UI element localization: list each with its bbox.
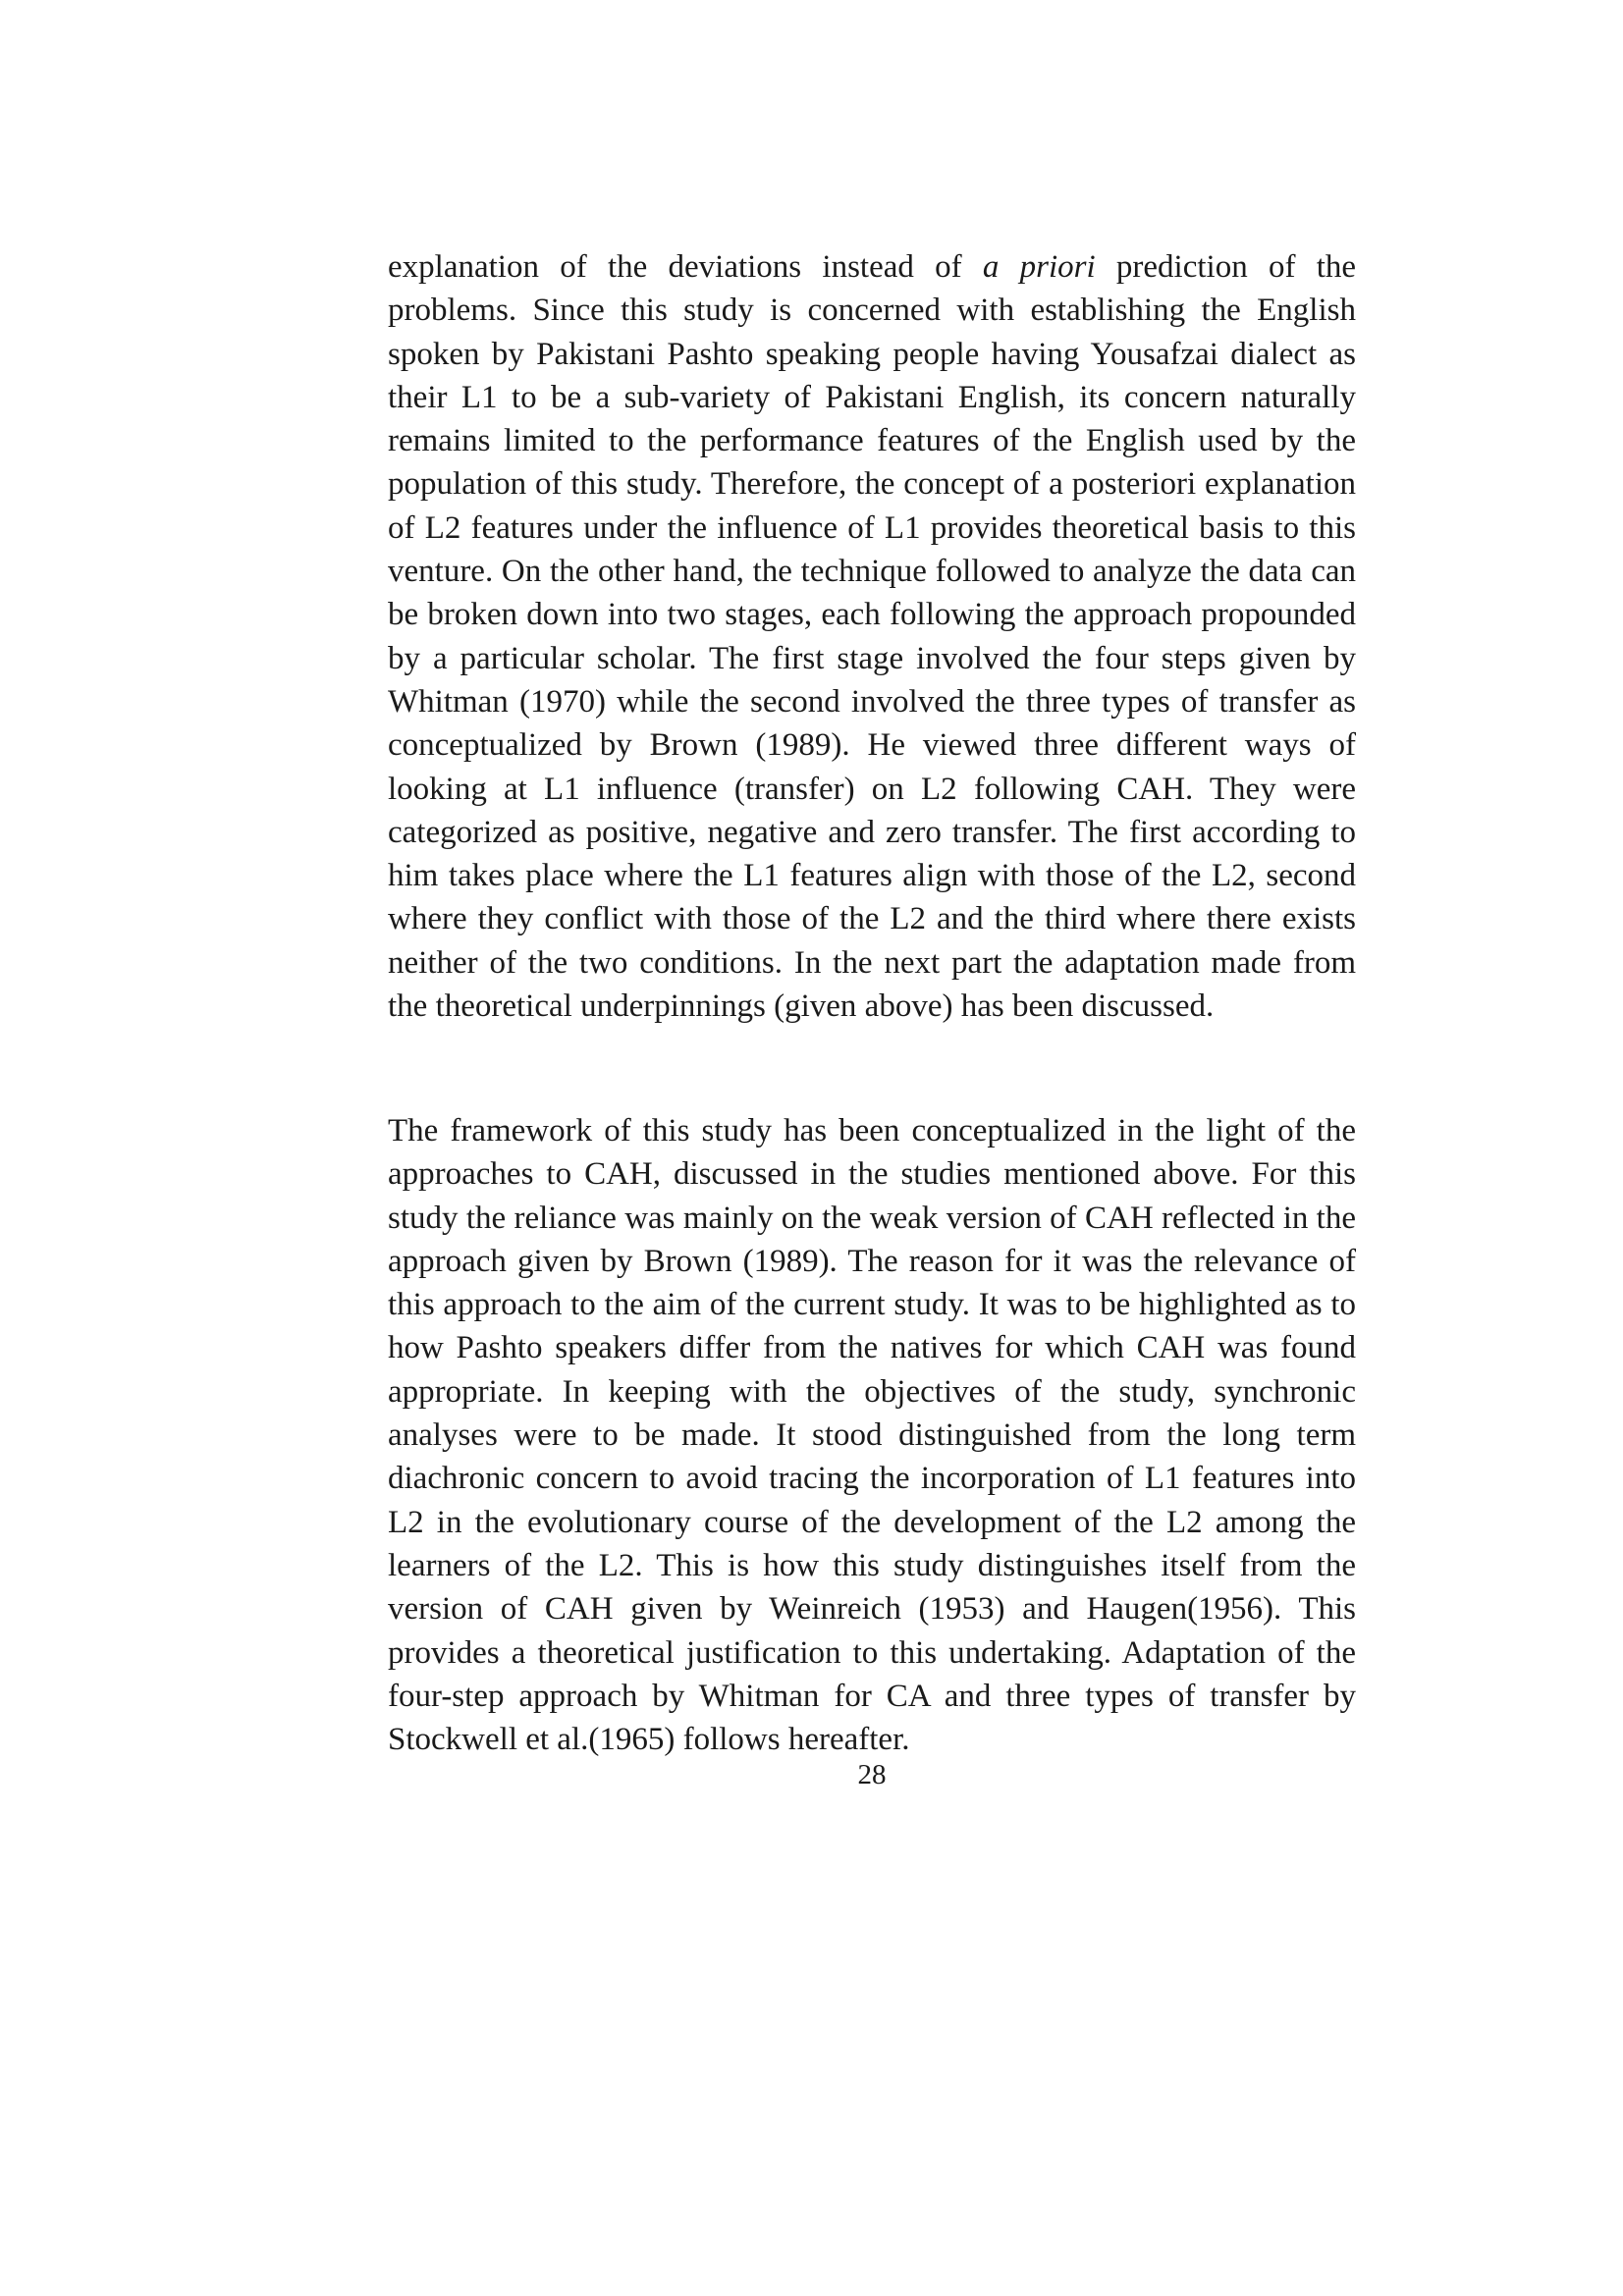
body-paragraph-1 xyxy=(388,245,1356,1028)
paragraph-1-text-rest: prediction of the problems. Since this study is concerned with establishing the English spoken by Pakistani Pashto speaking people having Yousafzai dialect as their L1 to be a sub-variety of Pakistani English, its concern naturally remains limited to the performance features of the English used by the population of this study. Therefore, the concept of a posteriori explanation of L2 features under the influence of L1 provides theoretical basis to this venture. On the other hand, the technique followed to analyze the data can be broken down into two stages, each following the approach propounded by a particular scholar. The first stage involved the four steps given by Whitman (1970) while the second involved the three types of transfer as conceptualized by Brown (1989). He viewed three different ways of looking at L1 influence (transfer) on L2 following CAH. They were categorized as positive, negative and zero transfer. The first according to him takes place where the L1 features align with those of the L2, second where they conflict with those of the L2 and the third where there exists neither of the two conditions. In the next part the adaptation made from the theoretical underpinnings (given above) has been discussed. xyxy=(388,249,1357,1025)
paragraph-1-text-start: explanation of the deviations instead of xyxy=(388,249,983,285)
body-paragraph-2: The framework of this study has been conceptualized in the light of the approaches to CAH, discussed in the studies mentioned above. For this study the reliance was mainly on the weak version of CAH reflected in the approach given by Brown (1989). The reason for it was the relevance of this approach to the aim of the current study. It was to be highlighted as to how Pashto speakers differ from the natives for which CAH was found appropriate. In keeping with the objectives of the study, synchronic analyses were to be made. It stood distinguished from the long term diachronic concern to avoid tracing the incorporation of L1 features into L2 in the evolutionary course of the development of the L2 among the learners of the L2. This is how this study distinguishes itself from the version of CAH given by Weinreich (1953) and Haugen(1956). This provides a theoretical justification to this undertaking. Adaptation of the four-step approach by Whitman for CA and three types of transfer by Stockwell et al.(1965) follows hereafter. xyxy=(388,1113,1356,1758)
page-number: 28 xyxy=(857,1759,887,1790)
italic-term-a-priori: a priori xyxy=(982,249,1096,285)
